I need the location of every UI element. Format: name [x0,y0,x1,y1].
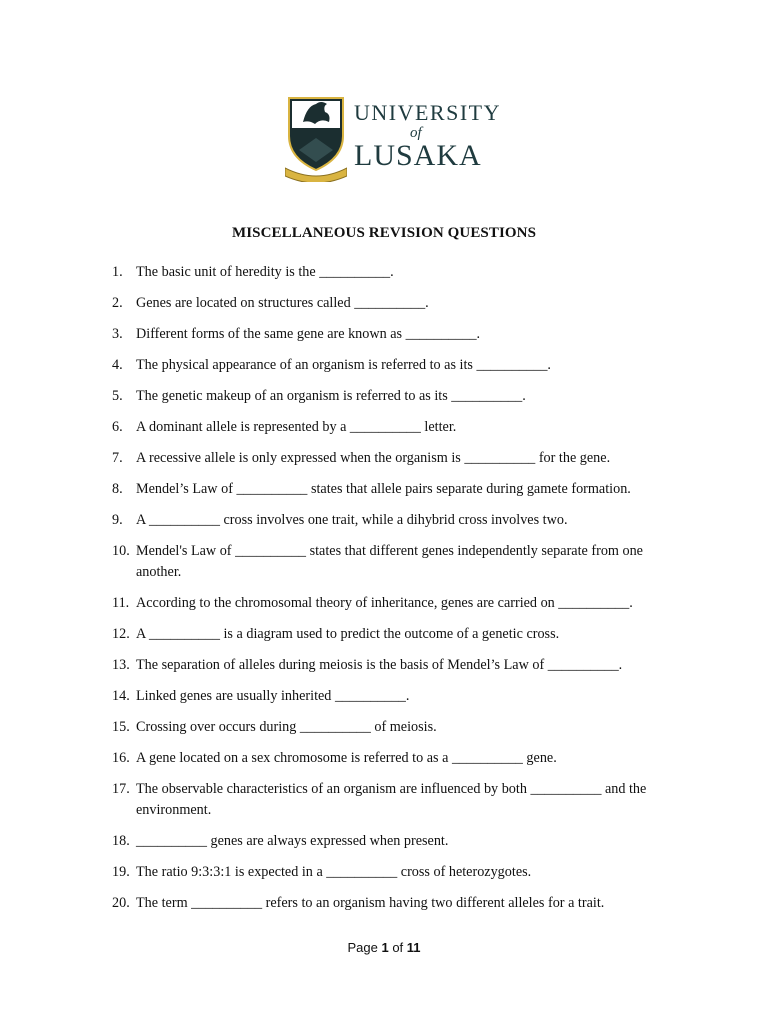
question-number: 9. [112,512,123,528]
question-number: 7. [112,450,123,466]
question-number: 4. [112,357,123,373]
question-number: 18. [112,833,130,849]
question-text: The genetic makeup of an organism is referred to as its __________. [136,388,526,404]
question-text: A __________ is a diagram used to predict the outcome of a genetic cross. [136,626,560,642]
question-number: 16. [112,750,130,766]
question-text: Different forms of the same gene are known as __________. [136,326,481,342]
question-text: The ratio 9:3:3:1 is expected in a __________ cross of heterozygotes. [136,864,532,880]
question-text: A __________ cross involves one trait, while a dihybrid cross involves two. [136,512,568,528]
page-of: of [392,940,404,955]
question-text: According to the chromosomal theory of inheritance, genes are carried on __________. [136,595,633,611]
question-item [112,655,687,676]
question-text: __________ genes are always expressed when present. [136,833,449,849]
question-item [112,686,687,707]
question-item [112,593,687,614]
question-text: The separation of alleles during meiosis is the basis of Mendel’s Law of __________. [136,657,623,673]
question-number: 2. [112,295,123,311]
question-number: 17. [112,781,130,797]
question-number: 14. [112,688,130,704]
question-item [112,324,687,345]
question-item [112,717,687,738]
question-text: Mendel’s Law of __________ states that allele pairs separate during gamete formation. [136,481,631,497]
question-text: A gene located on a sex chromosome is referred to as a __________ gene. [136,750,557,766]
question-number: 13. [112,657,130,673]
logo-line-lusaka: LUSAKA [354,139,482,172]
question-item [112,862,687,883]
page-label: Page [347,940,378,955]
question-item [112,831,687,852]
question-text: A recessive allele is only expressed when the organism is __________ for the gene. [136,450,611,466]
question-number: 3. [112,326,123,342]
logo-line-of: of [410,125,422,141]
question-number: 19. [112,864,130,880]
question-item [112,417,687,438]
university-logo [285,92,501,182]
question-number: 8. [112,481,123,497]
question-list [112,262,687,924]
question-item [112,293,687,314]
question-item [112,355,687,376]
question-number: 20. [112,895,130,911]
question-number: 6. [112,419,123,435]
question-item [112,510,687,531]
question-number: 10. [112,543,130,559]
question-item [112,262,687,283]
page-total: 11 [406,940,421,955]
question-item [112,779,687,821]
question-text: The basic unit of heredity is the __________. [136,264,394,280]
question-item [112,624,687,645]
question-text: Mendel's Law of __________ states that different genes independently separate from one another. [136,543,643,580]
question-number: 1. [112,264,123,280]
question-number: 12. [112,626,130,642]
question-text: The observable characteristics of an organism are influenced by both __________ and the environment. [136,781,647,818]
question-number: 5. [112,388,123,404]
question-number: 11. [112,595,130,611]
question-item [112,386,687,407]
logo-line-university: UNIVERSITY [354,100,501,125]
question-text: A dominant allele is represented by a __________ letter. [136,419,457,435]
university-crest-icon [285,92,347,182]
page-footer [0,940,768,955]
question-item [112,893,687,914]
question-item [112,479,687,500]
question-item [112,448,687,469]
question-text: Linked genes are usually inherited __________. [136,688,410,704]
question-item [112,541,687,583]
question-item [112,748,687,769]
question-text: Genes are located on structures called __________. [136,295,429,311]
page-current: 1 [381,940,389,955]
question-text: Crossing over occurs during __________ of meiosis. [136,719,437,735]
question-text: The term __________ refers to an organism having two different alleles for a trait. [136,895,605,911]
question-number: 15. [112,719,130,735]
document-title: MISCELLANEOUS REVISION QUESTIONS [231,225,537,241]
question-text: The physical appearance of an organism is referred to as its __________. [136,357,551,373]
